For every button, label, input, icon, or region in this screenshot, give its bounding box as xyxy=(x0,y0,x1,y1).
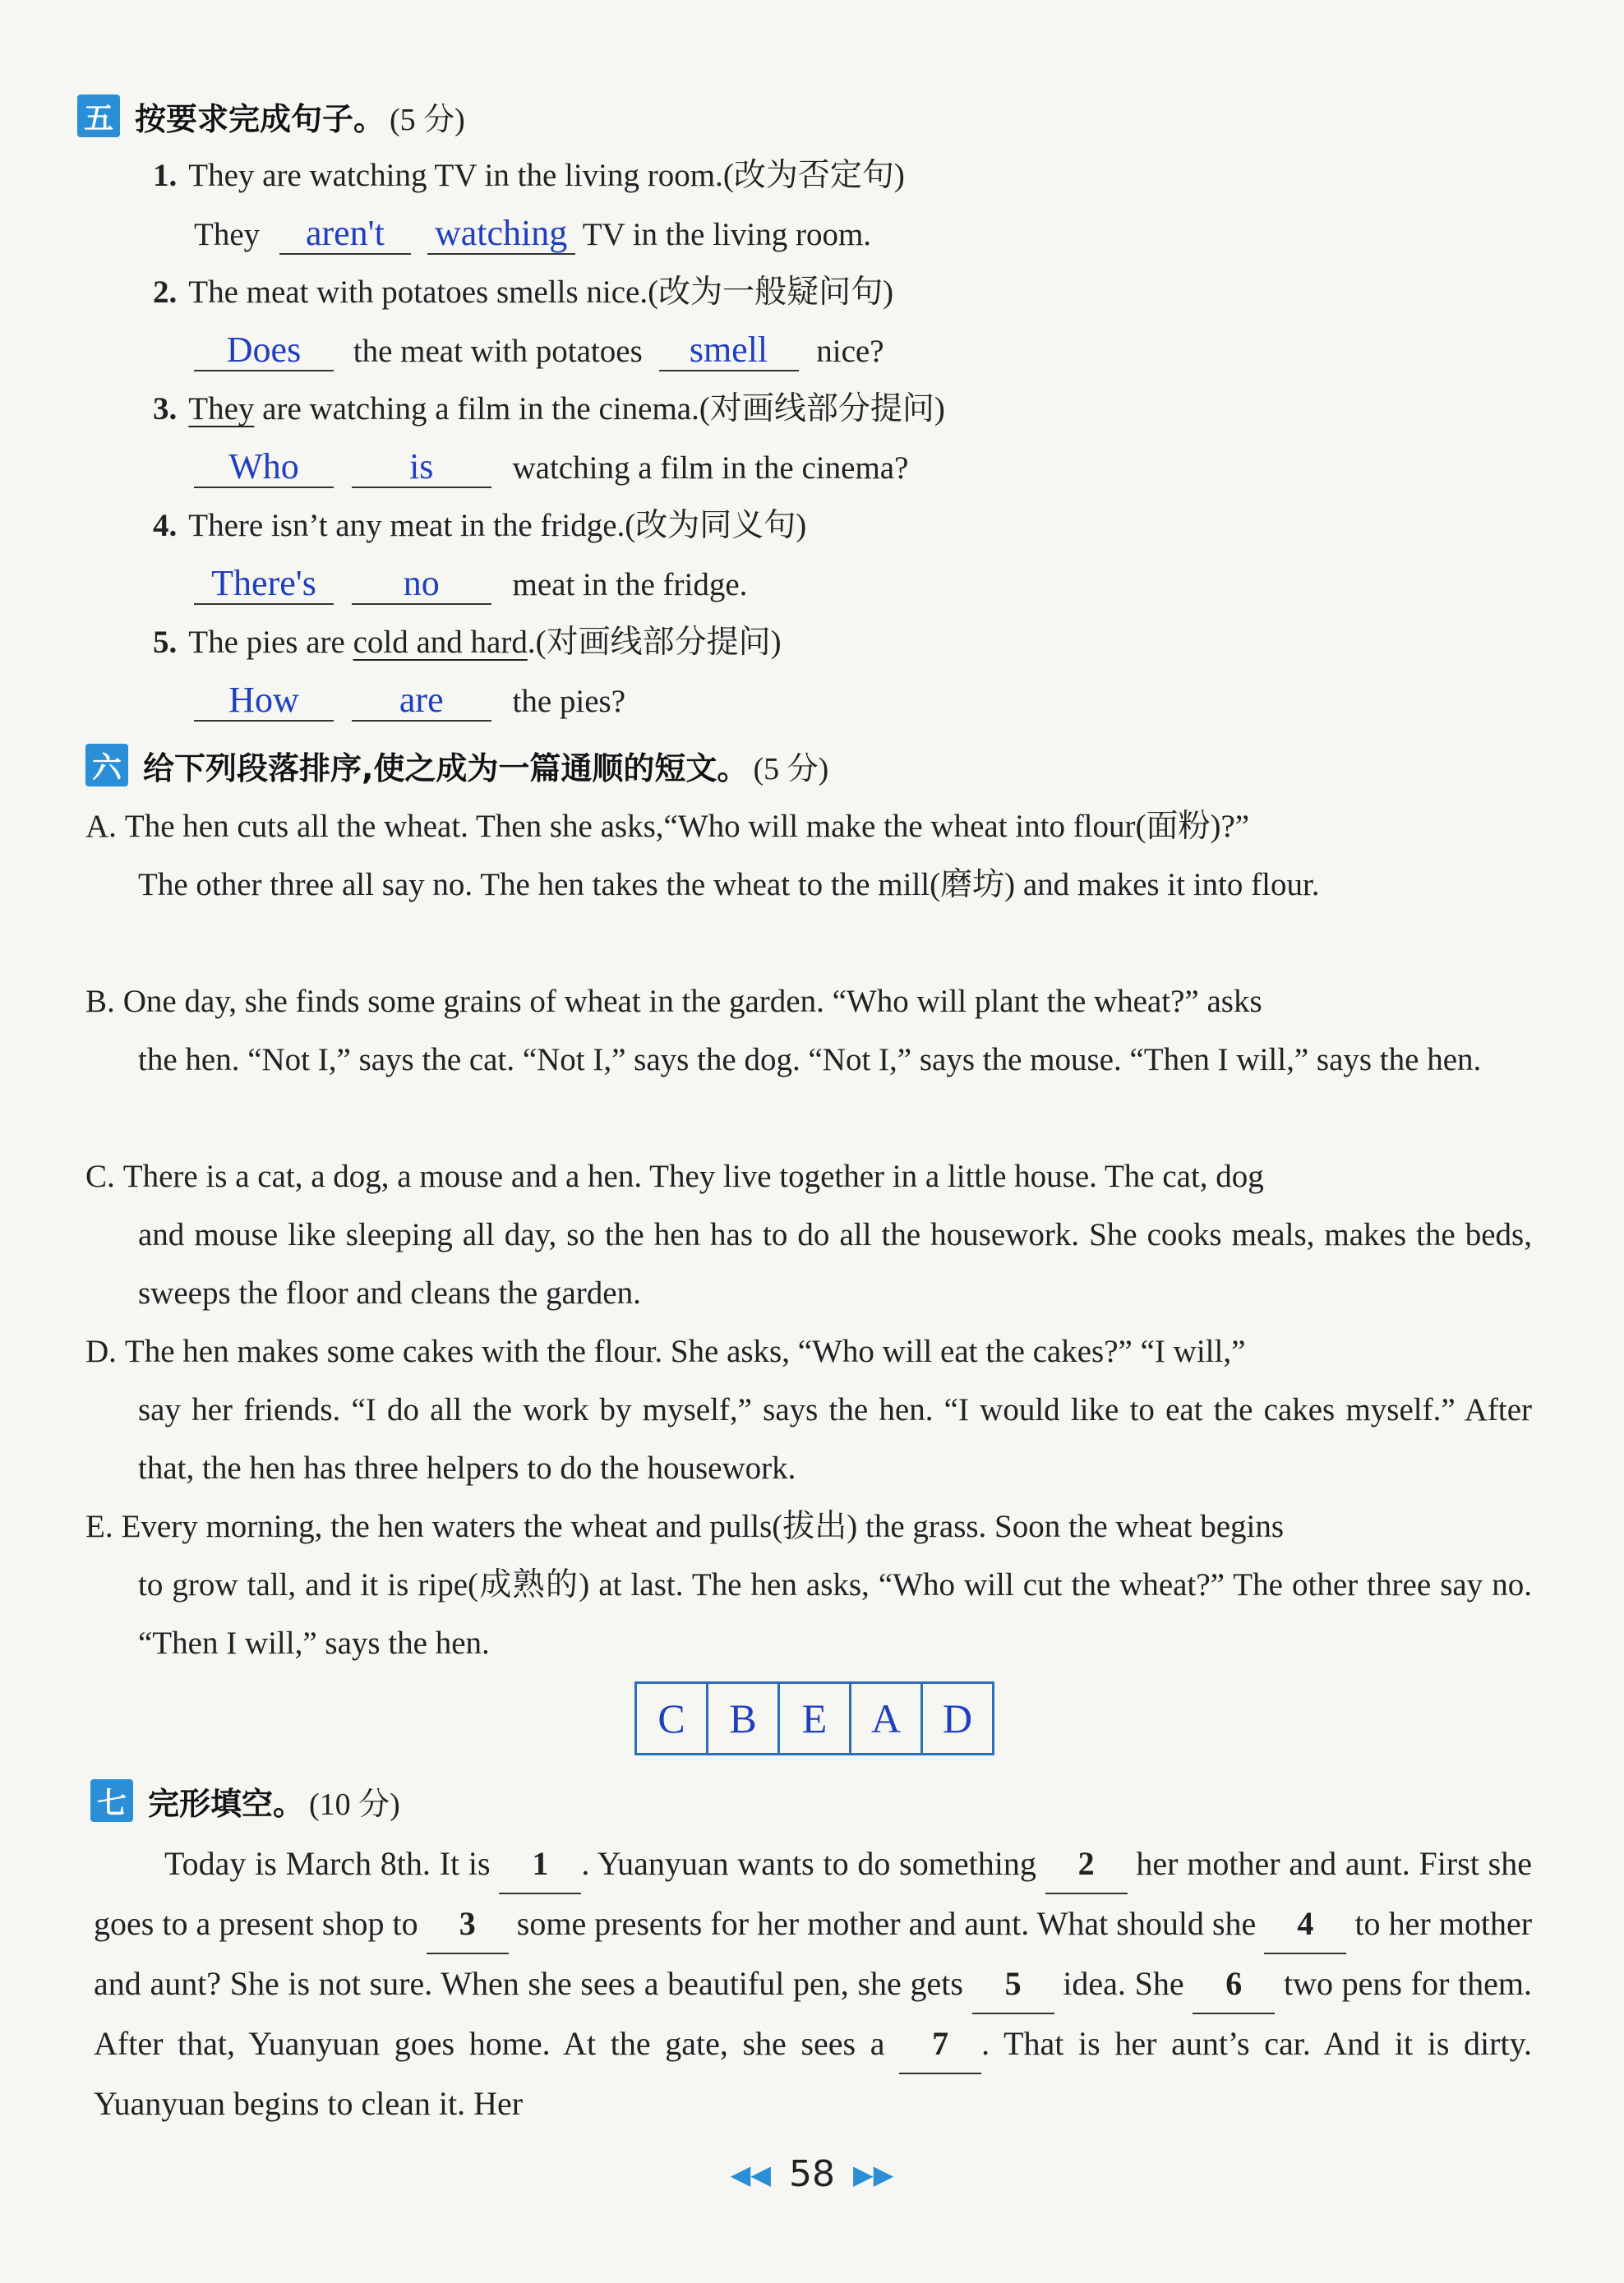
question-4-prompt: 4. There isn’t any meat in the fridge.(改为同义句) xyxy=(153,508,807,543)
answer-blank: How xyxy=(194,680,334,722)
paragraph-d: D. The hen makes some cakes with the flour. She asks, “Who will eat the cakes?” “I will,” say her friends. “I do all the work by myself,” says the hen. “I would like to eat the cakes myself.” After that, the hen has three helpers to do the housework. xyxy=(85,1334,1532,1486)
paragraph-a: A. The hen cuts all the wheat. Then she asks,“Who will make the wheat into flour(面粉)?” The other three all say no. The hen takes the wheat to the mill(磨坊) and makes it into flour. xyxy=(85,809,1320,902)
order-cell: C xyxy=(637,1684,708,1753)
answer-blank: watching xyxy=(427,214,575,255)
section-5-title: 按要求完成句子。 xyxy=(135,100,385,137)
prev-page-arrow-icon: ◀◀ xyxy=(730,2158,771,2190)
paragraph-e: E. Every morning, the hen waters the wheat and pulls(拔出) the grass. Soon the wheat begins to grow tall, and it is ripe(成熟的) at last. The hen asks, “Who will cut the wheat?” The other three say no. “Then I will,” says the hen. xyxy=(85,1509,1532,1661)
question-3-answer: Who is watching a film in the cinema? xyxy=(194,447,908,488)
cloze-passage: Today is March 8th. It is 1 . Yuanyuan wants to do something 2 her mother and aunt. First she goes to a present shop to 3 some presents for her mother and aunt. What should she 4 to her mother and aunt? She is not sure. When she sees a beautiful pen, she gets 5 idea. She 6 two pens for them. After that, Yuanyuan goes home. At the gate, she sees a 7 . That is her aunt’s car. And it is dirty. Yuanyuan begins to clean it. Her xyxy=(94,1834,1532,2133)
cloze-blank: 7 xyxy=(899,2014,981,2074)
page-number: 58 xyxy=(789,2153,835,2195)
answer-blank: is xyxy=(352,447,491,488)
section-7-header xyxy=(90,1777,400,1824)
cloze-blank: 4 xyxy=(1264,1894,1346,1954)
section-5-score: (5 分) xyxy=(390,102,465,137)
paragraph-b: B. One day, she finds some grains of wheat in the garden. “Who will plant the wheat?” asks the hen. “Not I,” says the cat. “Not I,” says the dog. “Not I,” says the mouse. “Then I will,” says the hen. xyxy=(85,984,1482,1077)
cloze-blank: 3 xyxy=(427,1894,509,1954)
answer-blank: aren't xyxy=(279,214,411,255)
next-page-arrow-icon: ▶▶ xyxy=(853,2158,894,2190)
answer-blank: Who xyxy=(194,447,334,488)
answer-blank: are xyxy=(352,680,491,722)
order-answer-box xyxy=(634,1681,994,1755)
page-footer xyxy=(0,2153,1624,2195)
question-5-prompt: 5. The pies are cold and hard.(对画线部分提问) xyxy=(153,625,782,660)
cloze-blank: 6 xyxy=(1193,1954,1275,2014)
section-6-score: (5 分) xyxy=(753,751,829,786)
cloze-blank: 1 xyxy=(499,1834,581,1894)
section-5-badge: 五 xyxy=(77,95,120,137)
section-6-badge: 六 xyxy=(85,744,128,786)
question-2-answer: Does the meat with potatoes smell nice? xyxy=(194,330,884,371)
cloze-blank: 5 xyxy=(972,1954,1054,2014)
question-1-answer: They aren't watching TV in the living room. xyxy=(194,213,872,253)
order-cell: E xyxy=(780,1684,851,1753)
order-cell: A xyxy=(851,1684,923,1753)
section-6-header xyxy=(85,741,828,789)
order-cell: B xyxy=(708,1684,780,1753)
question-1-prompt: 1. They are watching TV in the living room.(改为否定句) xyxy=(153,158,905,193)
question-4-answer: There's no meat in the fridge. xyxy=(194,564,747,605)
section-6-title: 给下列段落排序,使之成为一篇通顺的短文。 xyxy=(143,749,749,786)
section-7-badge: 七 xyxy=(90,1779,133,1822)
answer-blank: Does xyxy=(194,330,334,371)
question-5-answer: How are the pies? xyxy=(194,680,625,722)
question-2-prompt: 2. The meat with potatoes smells nice.(改为一般疑问句) xyxy=(153,274,894,310)
cloze-blank: 2 xyxy=(1045,1834,1128,1894)
question-3-prompt: 3. They are watching a film in the cinema.(对画线部分提问) xyxy=(153,391,945,427)
paragraph-c: C. There is a cat, a dog, a mouse and a hen. They live together in a little house. The cat, dog and mouse like sleeping all day, so the hen has to do all the housework. She cooks meals, makes the beds, sweeps the floor and cleans the garden. xyxy=(85,1159,1532,1311)
section-7-title: 完形填空。 xyxy=(148,1785,305,1822)
section-7-score: (10 分) xyxy=(309,1787,400,1822)
answer-blank: no xyxy=(352,564,491,605)
answer-blank: smell xyxy=(659,330,799,371)
answer-blank: There's xyxy=(194,564,334,605)
order-cell: D xyxy=(942,1695,973,1741)
section-5-header xyxy=(77,92,465,140)
